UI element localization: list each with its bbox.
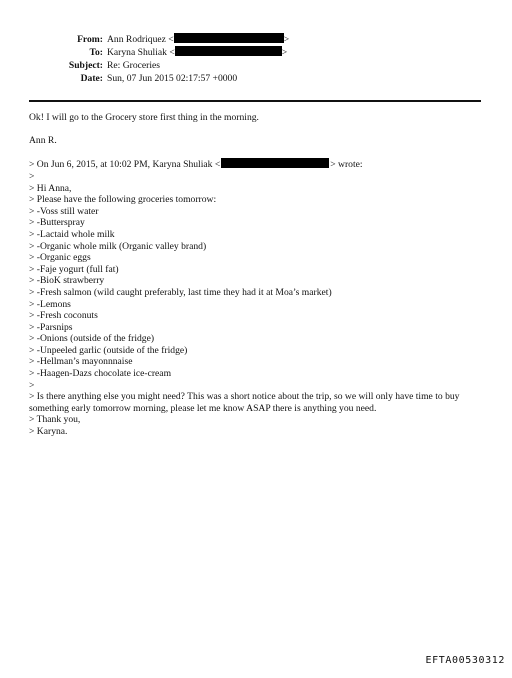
spacer <box>29 147 484 159</box>
quote-intro-end: > wrote: <box>330 159 363 171</box>
quoted-line: > -Parsnips <box>29 321 73 333</box>
quoted-line: > -Onions (outside of the fridge) <box>29 333 155 345</box>
quoted-message <box>29 171 484 391</box>
spacer <box>29 124 484 136</box>
to-close: > <box>281 47 288 58</box>
quoted-line: > Thank you, <box>29 414 81 426</box>
quoted-line: > -Lemons <box>29 298 71 310</box>
to-label: To: <box>89 47 103 58</box>
from-value <box>107 33 289 46</box>
quoted-line: > -Unpeeled garlic (outside of the fridge) <box>29 344 188 356</box>
signoff: Ann R. <box>29 135 57 147</box>
quoted-line: > Karyna. <box>29 426 68 438</box>
redaction-box <box>221 158 329 168</box>
from-close: > <box>283 34 290 45</box>
quote-intro-text: > On Jun 6, 2015, at 10:02 PM, Karyna Shuliak < <box>29 159 221 171</box>
closing-lines <box>29 414 484 437</box>
quoted-line: > -Hellman’s mayonnnaise <box>29 356 133 368</box>
to-value <box>107 46 287 59</box>
quoted-line: > -Faje yogurt (full fat) <box>29 263 119 275</box>
redaction-box <box>174 33 284 43</box>
quoted-line: > -BioK strawberry <box>29 275 105 287</box>
header-divider <box>29 100 481 102</box>
from-name: Ann Rodriquez < <box>107 34 174 45</box>
quoted-line: > -Fresh coconuts <box>29 310 98 322</box>
quote-intro <box>29 158 484 171</box>
quoted-line: > -Butterspray <box>29 217 85 229</box>
quoted-line: > Hi Anna, <box>29 182 72 194</box>
subject-value: Re: Groceries <box>107 60 161 71</box>
quoted-line: > <box>29 379 35 391</box>
from-label: From: <box>77 34 103 45</box>
quoted-line: > Please have the following groceries tomorrow: <box>29 194 217 206</box>
redaction-box <box>175 46 282 56</box>
quoted-line: > <box>29 170 35 182</box>
quoted-line: > -Fresh salmon (wild caught preferably, last time they had it at Moa’s market) <box>29 286 332 298</box>
subject-label: Subject: <box>68 60 103 71</box>
closing-paragraph: > Is there anything else you might need? This was a short notice about the trip, so we will only have time to buy something early tomorrow morning, please let me know ASAP there is anything you need. <box>29 391 460 414</box>
email-body <box>29 112 484 438</box>
date-value: Sun, 07 Jun 2015 02:17:57 +0000 <box>107 73 238 84</box>
to-name: Karyna Shuliak < <box>107 47 175 58</box>
reply-text: Ok! I will go to the Grocery store first thing in the morning. <box>29 112 259 123</box>
quoted-line: > -Organic eggs <box>29 252 91 264</box>
quoted-line: > -Lactaid whole milk <box>29 228 115 240</box>
document-id: EFTA00530312 <box>425 655 505 666</box>
date-label: Date: <box>80 73 103 84</box>
quoted-line: > -Voss still water <box>29 205 99 217</box>
quoted-line: > -Haagen-Dazs chocolate ice-cream <box>29 368 172 380</box>
quoted-line: > -Organic whole milk (Organic valley brand) <box>29 240 207 252</box>
